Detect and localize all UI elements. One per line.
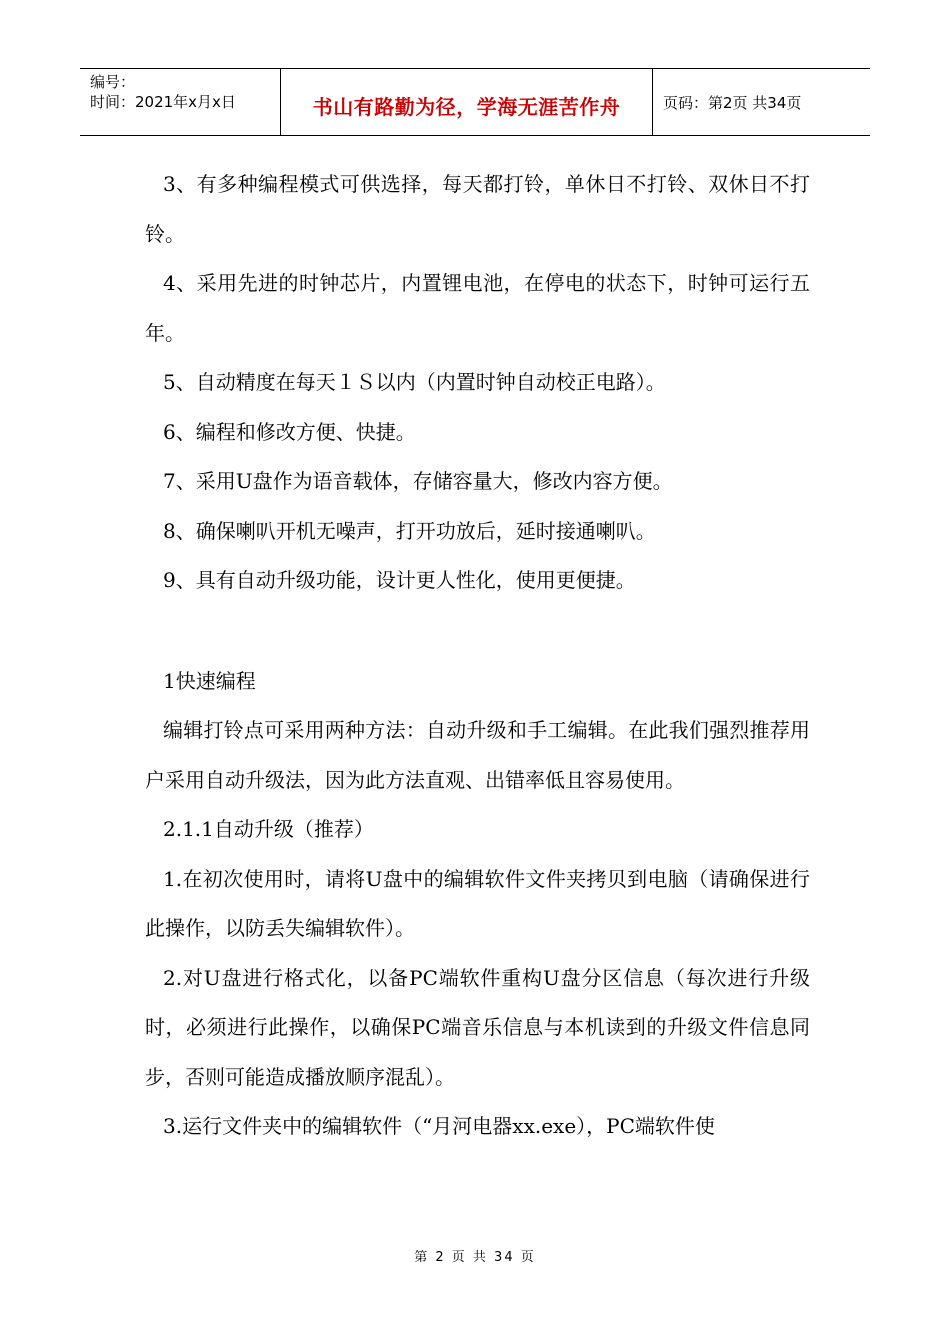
feature-item-7: 7、采用U盘作为语音载体，存储容量大，修改内容方便。: [163, 469, 673, 493]
step-item-1: 1.在初次使用时，请将U盘中的编辑软件文件夹拷贝到电脑（请确保进行此操作，以防丢失编辑软件）。: [145, 866, 810, 940]
header-page-info: 页码：第2页 共34页: [663, 93, 802, 112]
header-meta-cell: [80, 69, 281, 135]
feature-item-4: 4、采用先进的时钟芯片，内置锂电池，在停电的状态下，时钟可运行五年。: [145, 271, 810, 345]
page-footer: 第 2 页 共 34 页: [414, 1250, 536, 1265]
document-body: [145, 160, 810, 1152]
feature-item-3: 3、有多种编程模式可供选择，每天都打铃，单休日不打铃、双休日不打铃。: [145, 172, 810, 246]
feature-item-9: 9、具有自动升级功能，设计更人性化，使用更便捷。: [163, 568, 636, 592]
feature-item-6: 6、编程和修改方便、快捷。: [163, 419, 416, 444]
page-header: [80, 68, 870, 136]
header-motto: 书山有路勤为径，学海无涯苦作舟: [281, 69, 653, 135]
document-time-label: 时间：2021年x月x日: [90, 93, 236, 111]
feature-item-5: 5、自动精度在每天１Ｓ以内（内置时钟自动校正电路）。: [163, 370, 666, 394]
section-intro: 编辑打铃点可采用两种方法：自动升级和手工编辑。在此我们强烈推荐用户采用自动升级法，因为此方法直观、出错率低且容易使用。: [145, 718, 810, 792]
section-title: 1快速编程: [163, 668, 256, 693]
feature-item-8: 8、确保喇叭开机无噪声，打开功放后，延时接通喇叭。: [163, 518, 656, 543]
section-subtitle: 2.1.1自动升级（推荐）: [163, 817, 374, 841]
step-item-3: 3.运行文件夹中的编辑软件（“月河电器xx.exe），PC端软件使: [163, 1114, 715, 1138]
document-number-label: 编号：: [90, 73, 136, 91]
section-spacer: [145, 606, 810, 657]
step-item-2: 2.对U盘进行格式化，以备PC端软件重构U盘分区信息（每次进行升级时，必须进行此操作，以确保PC端音乐信息与本机读到的升级文件信息同步，否则可能造成播放顺序混乱）。: [145, 965, 810, 1089]
